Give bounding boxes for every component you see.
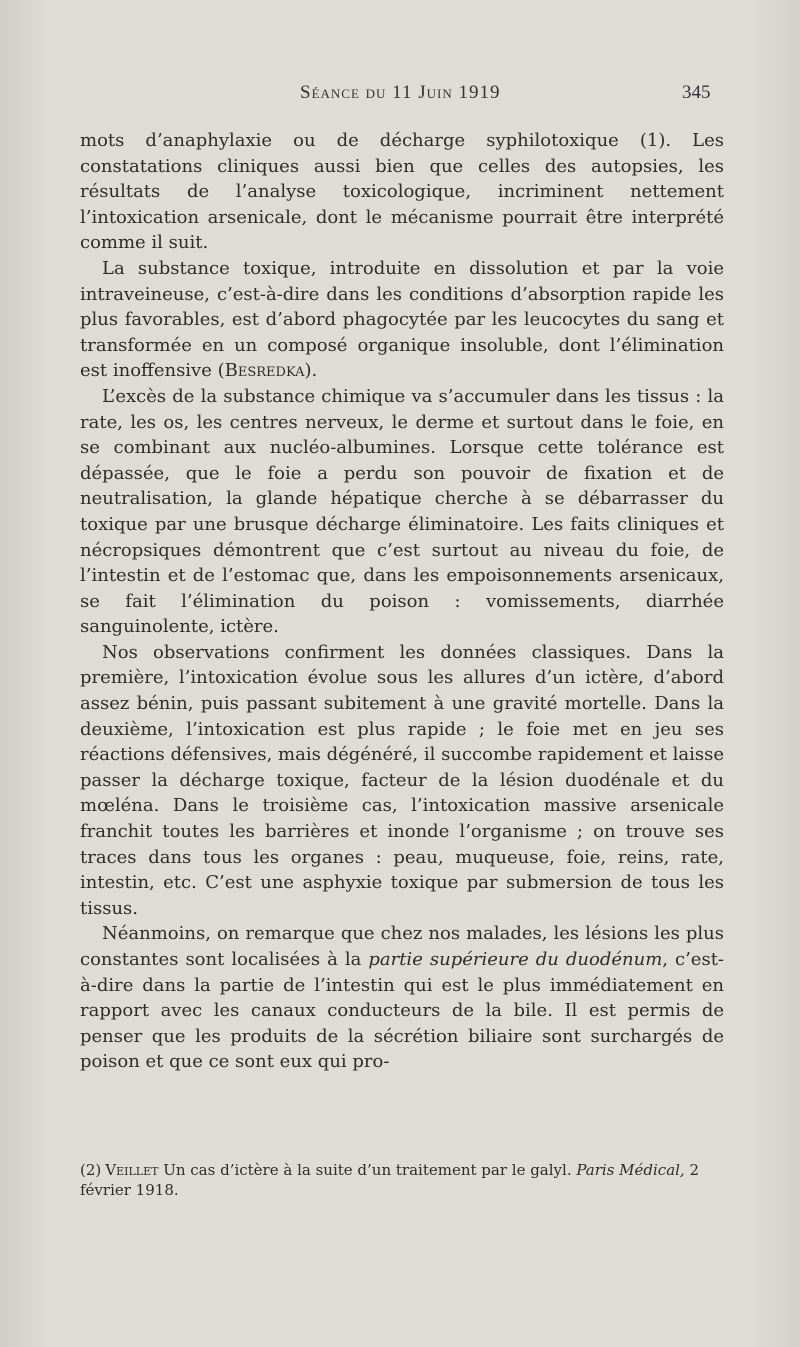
footnote-marker: (2): [80, 1161, 102, 1179]
body-text: [80, 128, 724, 1075]
page-number: 345: [682, 82, 711, 103]
paragraph-2: [80, 256, 724, 384]
paragraph-5: [80, 921, 724, 1075]
paragraph-1: mots d’anaphylaxie ou de décharge syphilotoxique (1). Les constatations cliniques aussi bien que celles des autopsies, les résultats de l’analyse toxicologique, incriminent nettement l’intoxication arsenicale, dont le mécanisme pourrait être interprété comme il suit.: [80, 130, 724, 254]
footnote-journal: Paris Médical,: [576, 1161, 685, 1179]
paragraph-2-text: La substance toxique, introduite en dissolution et par la voie intraveineuse, c’est-à-dire dans les conditions d’absorption rapide les plus favorables, est d’abord phagocytée par les leucocytes du sang et transformée en un composé organique insoluble, dont l’élimination est inoffensive (: [80, 257, 724, 382]
paragraph-3: L’excès de la substance chimique va s’accumuler dans les tissus : la rate, les os, les centres nerveux, le derme et surtout dans le foie, en se combinant aux nucléo-albumines. Lorsque cette tolérance est dépassée, que le foie a perdu son pouvoir de fixation et de neutralisation, la glande hépatique cherche à se débarrasser du toxique par une brusque décharge éliminatoire. Les faits cliniques et nécropsiques démontrent que c’est surtout au niveau du foie, de l’intestin et de l’estomac que, dans les empoisonnements arsenicaux, se fait l’élimination du poison : vomissements, diarrhée sanguinolente, ictère.: [80, 385, 724, 638]
footnote-author: Veillet: [105, 1161, 159, 1179]
author-name: Besredka: [224, 360, 305, 382]
footnote-text: Un cas d’ictère à la suite d’un traitement par le galyl.: [158, 1161, 577, 1179]
footnote: [80, 1160, 724, 1200]
footnote-date: 2 février 1918.: [80, 1161, 700, 1199]
paragraph-2-end: ).: [304, 360, 318, 382]
paragraph-5-end: , c’est-à-dire dans la partie de l’intestin qui est le plus immédiatement en rapport avec les canaux conducteurs de la bile. Il est permis de penser que les produits de la sécrétion biliaire sont surchargés de poison et que ce sont eux qui pro-: [80, 949, 725, 1073]
running-title: Séance du 11 Juin 1919: [300, 82, 501, 103]
emphasis-text: partie supérieure du duodénum: [368, 949, 663, 970]
page-header: [0, 82, 800, 112]
paragraph-5-start: Néanmoins, on remarque que chez nos malades, les lésions les plus constantes sont localisées à la: [80, 923, 724, 970]
paragraph-4: Nos observations confirment les données classiques. Dans la première, l’intoxication évolue sous les allures d’un ictère, d’abord assez bénin, puis passant subitement à une gravité mortelle. Dans la deuxième, l’intoxication est plus rapide ; le foie met en jeu ses réactions défensives, mais dégénéré, il succombe rapidement et laisse passer la décharge toxique, facteur de la lésion duodénale et du mœléna. Dans le troisième cas, l’intoxication massive arsenicale franchit toutes les barrières et inonde l’organisme ; on trouve ses traces dans tous les organes : peau, muqueuse, foie, reins, rate, intestin, etc. C’est une asphyxie toxique par submersion de tous les tissus.: [80, 641, 724, 919]
